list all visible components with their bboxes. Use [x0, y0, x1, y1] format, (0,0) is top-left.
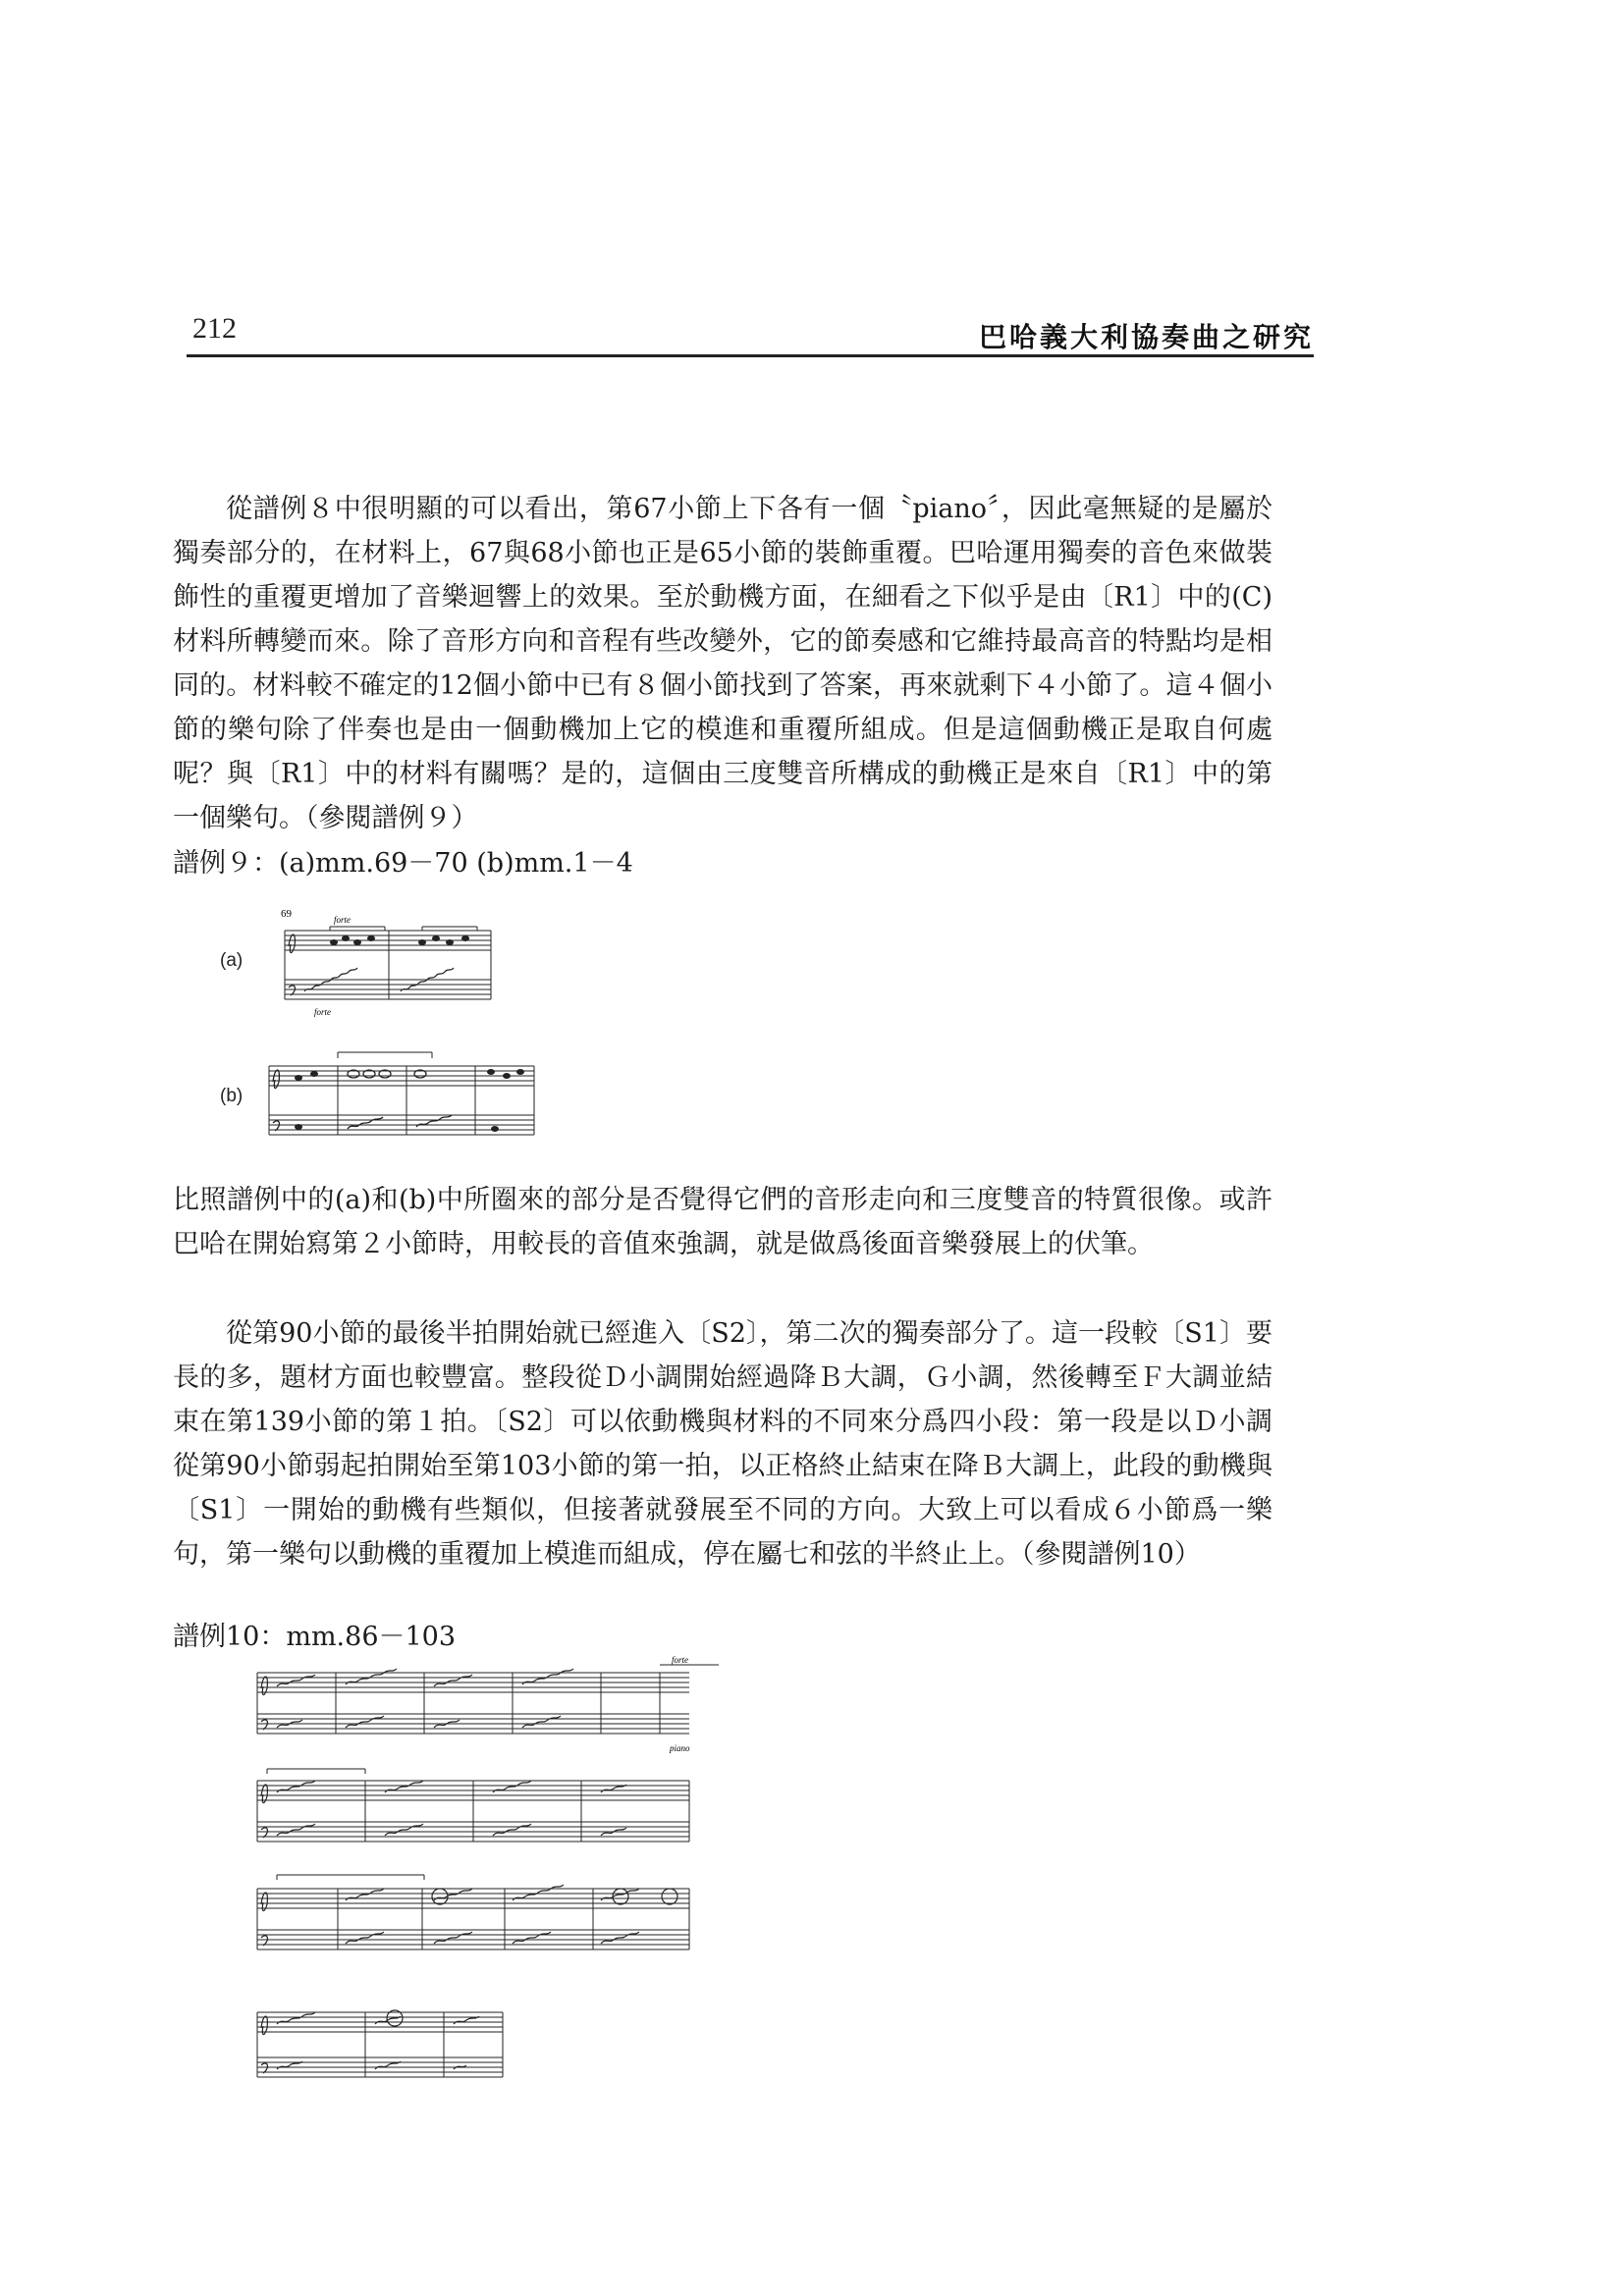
score-example-10 — [247, 1653, 719, 2105]
dynamic-9a-top: forte — [334, 915, 351, 925]
dynamic-9a-bottom: forte — [314, 1007, 331, 1017]
paragraph-1: 從譜例８中很明顯的可以看出，第67小節上下各有一個〝piano〞，因此毫無疑的是屬於獨奏部分的，在材料上，67與68小節也正是65小節的裝飾重覆。巴哈運用獨奏的音色來做裝飾性的重覆更增加了音樂迴響上的效果。至於動機方面，在細看之下似乎是由〔R1〕中的(C)材料所轉變而來。除了音形方向和音程有些改變外，它的節奏感和它維持最高音的特點均是相同的。材料較不確定的12個小節中已有８個小節找到了答案，再來就剩下４小節了。這４個小節的樂句除了伴奏也是由一個動機加上它的模進和重覆所組成。但是這個動機正是取自何處呢？與〔R1〕中的材料有關嗎？是的，這個由三度雙音所構成的動機正是來自〔R1〕中的第一個樂句。（參閱譜例９） — [173, 494, 1272, 833]
dynamic-10-row1-top: forte — [672, 1655, 688, 1665]
example-10-caption: 譜例10：mm.86－103 — [173, 1622, 457, 1652]
example-9-caption: 譜例９：(a)mm.69－70 (b)mm.1－4 — [173, 848, 633, 879]
score-10-svg — [247, 1653, 719, 2105]
score-9b-svg — [259, 1042, 544, 1158]
score-example-9b — [259, 1042, 544, 1158]
example-9a-label: (a) — [220, 950, 244, 971]
running-title: 巴哈義大利協奏曲之研究 — [978, 321, 1314, 353]
example-9b-label: (b) — [220, 1086, 244, 1106]
paragraph-2: 比照譜例中的(a)和(b)中所圈來的部分是否覺得它們的音形走向和三度雙音的特質很像。或許巴哈在開始寫第２小節時，用較長的音值來強調，就是做爲後面音樂發展上的伏筆。 — [173, 1185, 1272, 1259]
score-9a-svg — [275, 903, 501, 1031]
header-rule — [187, 354, 1314, 357]
measure-number-9a: 69 — [281, 908, 292, 920]
dynamic-10-row1-bottom: piano — [670, 1743, 690, 1753]
page-number: 212 — [192, 312, 237, 345]
score-example-9a — [275, 903, 501, 1031]
paragraph-3: 從第90小節的最後半拍開始就已經進入〔S2〕，第二次的獨奏部分了。這一段較〔S1〕要長的多，題材方面也較豐富。整段從Ｄ小調開始經過降Ｂ大調，Ｇ小調，然後轉至Ｆ大調並結束在第139小節的第１拍。〔S2〕可以依動機與材料的不同來分爲四小段：第一段是以Ｄ小調從第90小節弱起拍開始至第103小節的第一拍，以正格終止結束在降Ｂ大調上，此段的動機與〔S1〕一開始的動機有些類似，但接著就發展至不同的方向。大致上可以看成６小節爲一樂句，第一樂句以動機的重覆加上模進而組成，停在屬七和弦的半終止上。（參閱譜例10） — [173, 1318, 1272, 1570]
